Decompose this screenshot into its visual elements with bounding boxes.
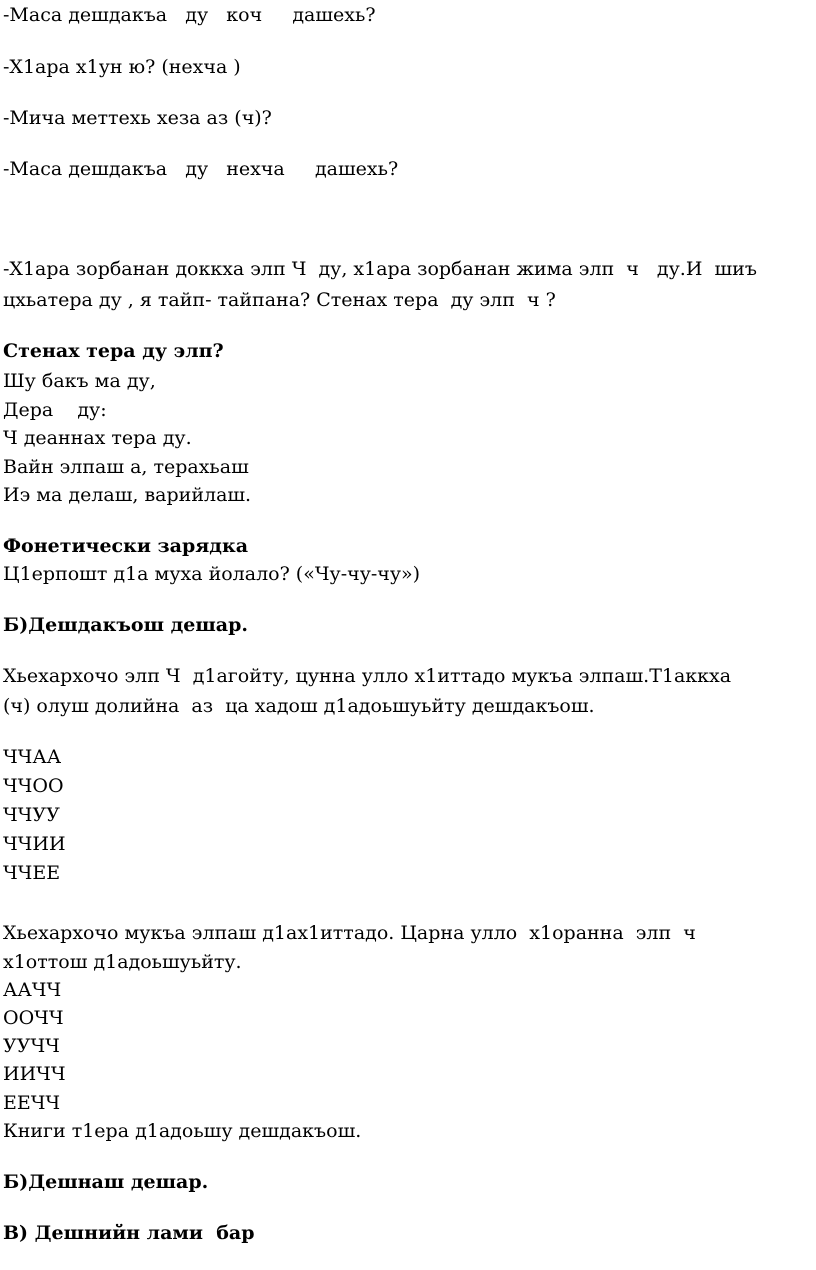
question-2: -Х1ара х1ун ю? (нехча ) bbox=[3, 56, 241, 78]
poem-line: Дера ду: bbox=[3, 399, 107, 421]
poem-title: Стенах тера ду элп? bbox=[3, 340, 224, 362]
syllable-item: ООЧЧ bbox=[3, 1007, 64, 1029]
question-4: -Маса дешдакъа ду нехча дашехь? bbox=[3, 158, 399, 180]
book-reading-line: Книги т1ера д1адоьшу дешдакъош. bbox=[3, 1120, 362, 1142]
intro-line-1: -Х1ара зорбанан доккха элп Ч ду, х1ара зорбанан жима элп ч ду.И шиъ bbox=[3, 258, 757, 280]
poem-line: Шу бакъ ма ду, bbox=[3, 370, 156, 392]
syllable-item: ЧЧИИ bbox=[3, 833, 66, 855]
syllables-instruction-2: (ч) олуш долийна аз ца хадош д1адоьшуьйту дешдакъош. bbox=[3, 695, 595, 717]
intro-line-2: цхьатера ду , я тайп- тайпана? Стенах тера ду элп ч ? bbox=[3, 289, 556, 311]
question-1: -Маса дешдакъа ду коч дашехь? bbox=[3, 4, 376, 26]
question-3: -Мича меттехь хеза аз (ч)? bbox=[3, 107, 272, 129]
syllable-item: ЧЧОО bbox=[3, 775, 64, 797]
syllable-item: ААЧЧ bbox=[3, 979, 62, 1001]
phonetic-text: Ц1ерпошт д1а муха йолало? («Чу-чу-чу») bbox=[3, 563, 421, 585]
syllable-item: ЧЧАА bbox=[3, 746, 62, 768]
poem-line: Ч деаннах тера ду. bbox=[3, 427, 192, 449]
poem-line: Иэ ма делаш, варийлаш. bbox=[3, 484, 252, 506]
syllable-item: ИИЧЧ bbox=[3, 1063, 66, 1085]
syllables-instruction-1: Хьехархочо элп Ч д1агойту, цунна улло х1иттадо мукъа элпаш.Т1аккха bbox=[3, 665, 732, 687]
syllables-instruction-3: Хьехархочо мукъа элпаш д1ах1иттадо. Царна улло х1оранна элп ч bbox=[3, 922, 696, 944]
syllable-item: ЧЧУУ bbox=[3, 804, 60, 826]
syllables-section-title: Б)Дешдакъош дешар. bbox=[3, 614, 248, 636]
syllable-item: ЧЧЕЕ bbox=[3, 862, 61, 884]
syllables-instruction-4: х1оттош д1адоьшуьйту. bbox=[3, 951, 242, 973]
phonetic-title: Фонетически зарядка bbox=[3, 535, 249, 557]
words-section-title: Б)Дешнаш дешар. bbox=[3, 1171, 209, 1193]
poem-line: Вайн элпаш а, терахьаш bbox=[3, 456, 249, 478]
syllable-item: ЕЕЧЧ bbox=[3, 1092, 61, 1114]
rows-section-title: В) Дешнийн лами бар bbox=[3, 1222, 255, 1244]
syllable-item: УУЧЧ bbox=[3, 1035, 60, 1057]
